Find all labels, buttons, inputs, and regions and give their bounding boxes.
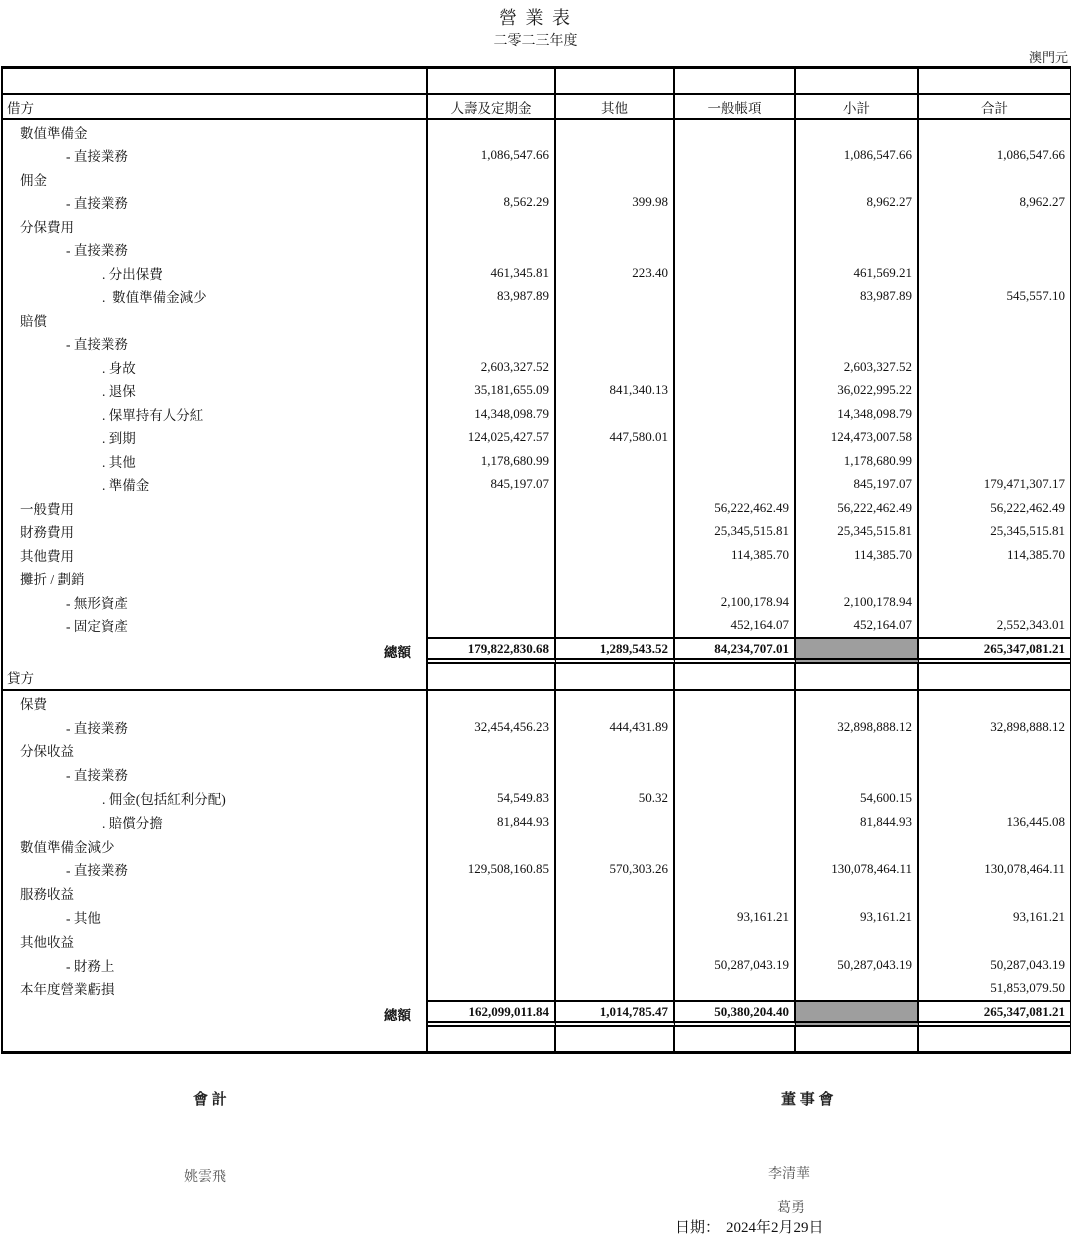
- value-cell: [556, 144, 675, 168]
- value-cell: [556, 69, 675, 93]
- value-cell: 32,898,888.12: [990, 718, 1065, 734]
- value-cell: [796, 739, 919, 763]
- value-cell: [675, 929, 796, 953]
- value-cell: 50,287,043.19: [990, 956, 1065, 972]
- total-value-cell: 162,099,011.84: [428, 1000, 556, 1027]
- total-row: [3, 637, 1070, 664]
- table-row: [3, 285, 1070, 309]
- value-cell: [919, 691, 1070, 715]
- value-cell: [675, 285, 796, 309]
- top-empty-row: [3, 69, 1070, 95]
- value-cell: [675, 739, 796, 763]
- table-row: [3, 834, 1070, 858]
- table-row: [3, 810, 1070, 834]
- value-cell: [675, 691, 796, 715]
- value-cell: [556, 590, 675, 614]
- value-cell: [796, 308, 919, 332]
- value-cell: [556, 810, 675, 834]
- value-cell: [919, 664, 1070, 689]
- table-row: [3, 715, 1070, 739]
- value-cell: [919, 69, 1070, 93]
- value-cell: [675, 332, 796, 356]
- table-row: [3, 567, 1070, 591]
- value-cell: [675, 355, 796, 379]
- value-cell: [675, 144, 796, 168]
- value-cell: [675, 261, 796, 285]
- row-label: 其他收益: [3, 929, 428, 953]
- report-date: [675, 1216, 824, 1237]
- row-label: - 財務上: [3, 953, 428, 977]
- value-cell: 93,161.21: [1013, 909, 1065, 925]
- value-cell: 2,100,178.94: [796, 590, 919, 614]
- value-cell: 32,898,888.12: [796, 715, 919, 739]
- row-label: 財務費用: [3, 520, 428, 544]
- value-cell: 452,164.07: [796, 614, 919, 638]
- value-cell: 83,987.89: [796, 285, 919, 309]
- value-cell: [919, 590, 1070, 614]
- value-cell: [675, 1027, 796, 1051]
- value-cell: 399.98: [556, 191, 675, 215]
- table-row: [3, 520, 1070, 544]
- value-cell: [556, 834, 675, 858]
- date-label: 日期：: [675, 1220, 721, 1236]
- row-label: 一般費用: [3, 496, 428, 520]
- value-cell: 570,303.26: [556, 858, 675, 882]
- table-row: [3, 191, 1070, 215]
- value-cell: [675, 762, 796, 786]
- row-label: . 保單持有人分紅: [3, 402, 428, 426]
- value-cell: 447,580.01: [556, 426, 675, 450]
- value-cell: [556, 120, 675, 144]
- accountant-section-title: 會 計: [193, 1092, 227, 1108]
- value-cell: [675, 473, 796, 497]
- value-cell: 1,086,547.66: [996, 147, 1065, 163]
- value-cell: 14,348,098.79: [428, 402, 556, 426]
- value-cell: 223.40: [556, 261, 675, 285]
- value-cell: [796, 214, 919, 238]
- value-cell: [919, 261, 1070, 285]
- row-label: - 直接業務: [3, 858, 428, 882]
- table-row: [3, 762, 1070, 786]
- value-cell: [556, 214, 675, 238]
- value-cell: [919, 402, 1070, 426]
- table-row: [3, 308, 1070, 332]
- row-label: - 直接業務: [3, 715, 428, 739]
- credit-section-header: 貸方: [3, 664, 428, 689]
- table-row: [3, 167, 1070, 191]
- table-row: [3, 858, 1070, 882]
- table-row: [3, 214, 1070, 238]
- row-label: 分保收益: [3, 739, 428, 763]
- value-cell: [919, 308, 1070, 332]
- value-cell: [556, 664, 675, 689]
- value-cell: 130,078,464.11: [796, 858, 919, 882]
- value-cell: [428, 520, 556, 544]
- value-cell: [428, 664, 556, 689]
- table-row: [3, 402, 1070, 426]
- value-cell: [796, 929, 919, 953]
- value-cell: 136,445.08: [1006, 813, 1065, 829]
- value-cell: 2,603,327.52: [796, 355, 919, 379]
- value-cell: 25,345,515.81: [675, 520, 796, 544]
- value-cell: 51,853,079.50: [990, 980, 1065, 996]
- fiscal-year: 二零二三年度: [493, 34, 578, 49]
- row-label: . 其他: [3, 449, 428, 473]
- value-cell: [428, 120, 556, 144]
- value-cell: 36,022,995.22: [796, 379, 919, 403]
- value-cell: [675, 69, 796, 93]
- column-header: 小計: [796, 95, 919, 118]
- value-cell: 2,100,178.94: [675, 590, 796, 614]
- value-cell: [675, 214, 796, 238]
- value-cell: 25,345,515.81: [990, 523, 1065, 539]
- value-cell: [675, 881, 796, 905]
- value-cell: [556, 953, 675, 977]
- value-cell: [919, 834, 1070, 858]
- table-row: [3, 426, 1070, 450]
- value-cell: 50,287,043.19: [675, 953, 796, 977]
- value-cell: [796, 332, 919, 356]
- value-cell: [919, 379, 1070, 403]
- board-section-title: 董 事 會: [781, 1092, 834, 1108]
- row-label: 賠償: [3, 308, 428, 332]
- table-row: [3, 261, 1070, 285]
- credit-header-row: [3, 664, 1070, 691]
- row-label: . 退保: [3, 379, 428, 403]
- value-cell: [428, 214, 556, 238]
- value-cell: [675, 402, 796, 426]
- value-cell: [919, 786, 1070, 810]
- value-cell: 32,454,456.23: [428, 715, 556, 739]
- value-cell: [675, 977, 796, 1001]
- table-row: [3, 238, 1070, 262]
- table-row: [3, 332, 1070, 356]
- table-row: [3, 691, 1070, 715]
- row-label: - 無形資產: [3, 590, 428, 614]
- column-header: 人壽及定期金: [428, 95, 556, 118]
- row-label: . 賠償分擔: [3, 810, 428, 834]
- value-cell: [675, 786, 796, 810]
- value-cell: 461,345.81: [428, 261, 556, 285]
- value-cell: 114,385.70: [1006, 546, 1065, 562]
- table-row: [3, 786, 1070, 810]
- value-cell: [919, 1027, 1070, 1051]
- value-cell: [556, 520, 675, 544]
- row-label: 本年度營業虧損: [3, 977, 428, 1001]
- value-cell: [428, 881, 556, 905]
- value-cell: [556, 567, 675, 591]
- total-label: 總額: [3, 1000, 428, 1027]
- value-cell: [556, 167, 675, 191]
- value-cell: 114,385.70: [675, 543, 796, 567]
- total-value-cell: 179,822,830.68: [428, 637, 556, 664]
- value-cell: [556, 905, 675, 929]
- value-cell: 179,471,307.17: [983, 476, 1065, 492]
- value-cell: 452,164.07: [675, 614, 796, 638]
- value-cell: 845,197.07: [428, 473, 556, 497]
- value-cell: 2,552,343.01: [996, 617, 1065, 633]
- value-cell: [919, 929, 1070, 953]
- value-cell: [675, 167, 796, 191]
- value-cell: [919, 238, 1070, 262]
- value-cell: 93,161.21: [675, 905, 796, 929]
- value-cell: [675, 567, 796, 591]
- table-row: [3, 905, 1070, 929]
- table-row: [3, 379, 1070, 403]
- row-label: - 直接業務: [3, 238, 428, 262]
- row-label: . 準備金: [3, 473, 428, 497]
- value-cell: [556, 238, 675, 262]
- row-label: . 佣金(包括紅利分配): [3, 786, 428, 810]
- value-cell: 461,569.21: [796, 261, 919, 285]
- value-cell: 114,385.70: [796, 543, 919, 567]
- value-cell: 130,078,464.11: [984, 861, 1065, 877]
- table-row: [3, 120, 1070, 144]
- value-cell: [675, 715, 796, 739]
- value-cell: 56,222,462.49: [990, 499, 1065, 515]
- value-cell: 1,086,547.66: [428, 144, 556, 168]
- value-cell: 93,161.21: [796, 905, 919, 929]
- value-cell: [428, 953, 556, 977]
- value-cell: [428, 691, 556, 715]
- value-cell: [796, 664, 919, 689]
- value-cell: 8,962.27: [1019, 194, 1065, 210]
- value-cell: [796, 881, 919, 905]
- value-cell: [428, 543, 556, 567]
- value-cell: [556, 496, 675, 520]
- table-row: [3, 496, 1070, 520]
- value-cell: 54,600.15: [796, 786, 919, 810]
- board-member-name-2: 葛勇: [777, 1201, 805, 1216]
- table-row: [3, 614, 1070, 638]
- value-cell: [556, 449, 675, 473]
- column-header: 其他: [556, 95, 675, 118]
- value-cell: 8,962.27: [796, 191, 919, 215]
- value-cell: [796, 1027, 919, 1051]
- value-cell: [556, 929, 675, 953]
- value-cell: [675, 238, 796, 262]
- page-title: 營 業 表: [499, 8, 572, 28]
- value-cell: 56,222,462.49: [675, 496, 796, 520]
- value-cell: [556, 977, 675, 1001]
- table-row: [3, 881, 1070, 905]
- value-cell: [919, 332, 1070, 356]
- currency-label: 澳門元: [1028, 50, 1068, 65]
- total-value-cell: 50,380,204.40: [675, 1000, 796, 1027]
- value-cell: [428, 905, 556, 929]
- value-cell: [556, 762, 675, 786]
- value-cell: [796, 238, 919, 262]
- value-cell: 50.32: [556, 786, 675, 810]
- value-cell: [428, 567, 556, 591]
- row-label: - 直接業務: [3, 191, 428, 215]
- row-label: 數值準備金減少: [3, 834, 428, 858]
- value-cell: [556, 614, 675, 638]
- value-cell: [428, 590, 556, 614]
- value-cell: [675, 834, 796, 858]
- column-header: 合計: [981, 100, 1008, 116]
- value-cell: [675, 426, 796, 450]
- value-cell: 81,844.93: [796, 810, 919, 834]
- value-cell: 2,603,327.52: [428, 355, 556, 379]
- row-label: 保費: [3, 691, 428, 715]
- value-cell: [428, 332, 556, 356]
- value-cell: [556, 543, 675, 567]
- value-cell: [675, 664, 796, 689]
- value-cell: [919, 881, 1070, 905]
- table-row: [3, 449, 1070, 473]
- total-label: 總額: [3, 637, 428, 664]
- value-cell: [556, 308, 675, 332]
- row-label: 佣金: [3, 167, 428, 191]
- value-cell: 56,222,462.49: [796, 496, 919, 520]
- total-row: [3, 1000, 1070, 1027]
- value-cell: [919, 449, 1070, 473]
- value-cell: 35,181,655.09: [428, 379, 556, 403]
- value-cell: 124,025,427.57: [428, 426, 556, 450]
- table-row: [3, 953, 1070, 977]
- total-value-cell: 1,289,543.52: [556, 637, 675, 664]
- value-cell: [556, 402, 675, 426]
- row-label: [3, 69, 428, 93]
- row-label: [3, 1027, 428, 1051]
- value-cell: 124,473,007.58: [796, 426, 919, 450]
- row-label: . 分出保費: [3, 261, 428, 285]
- value-cell: [428, 929, 556, 953]
- value-cell: [675, 858, 796, 882]
- value-cell: [428, 167, 556, 191]
- value-cell: [796, 691, 919, 715]
- value-cell: [675, 449, 796, 473]
- value-cell: [675, 120, 796, 144]
- row-label: 其他費用: [3, 543, 428, 567]
- row-label: . 到期: [3, 426, 428, 450]
- value-cell: 845,197.07: [796, 473, 919, 497]
- row-label: 攤折 / 劃銷: [3, 567, 428, 591]
- value-cell: [428, 69, 556, 93]
- table-row: [3, 977, 1070, 1001]
- value-cell: [675, 810, 796, 834]
- value-cell: [919, 167, 1070, 191]
- table-row: [3, 739, 1070, 763]
- value-cell: [428, 762, 556, 786]
- value-cell: 14,348,098.79: [796, 402, 919, 426]
- value-cell: 841,340.13: [556, 379, 675, 403]
- value-cell: [675, 308, 796, 332]
- value-cell: [556, 1027, 675, 1051]
- value-cell: [796, 120, 919, 144]
- value-cell: 50,287,043.19: [796, 953, 919, 977]
- debit-section-header: 借方: [3, 95, 428, 118]
- column-header: 一般帳項: [675, 95, 796, 118]
- value-cell: [919, 739, 1070, 763]
- value-cell: [796, 977, 919, 1001]
- value-cell: [919, 120, 1070, 144]
- value-cell: [556, 881, 675, 905]
- row-label: - 固定資產: [3, 614, 428, 638]
- value-cell: 129,508,160.85: [428, 858, 556, 882]
- value-cell: [919, 214, 1070, 238]
- row-label: - 直接業務: [3, 144, 428, 168]
- value-cell: [919, 355, 1070, 379]
- table-row: [3, 590, 1070, 614]
- value-cell: [919, 426, 1070, 450]
- value-cell: [428, 496, 556, 520]
- value-cell: [556, 739, 675, 763]
- value-cell: [428, 614, 556, 638]
- total-value-cell: 265,347,081.21: [919, 1000, 1070, 1027]
- value-cell: [428, 308, 556, 332]
- value-cell: 1,086,547.66: [796, 144, 919, 168]
- table-row: [3, 473, 1070, 497]
- value-cell: [796, 834, 919, 858]
- row-label: - 直接業務: [3, 762, 428, 786]
- value-cell: [428, 1027, 556, 1051]
- table-row: [3, 543, 1070, 567]
- value-cell: [556, 285, 675, 309]
- value-cell: 1,178,680.99: [796, 449, 919, 473]
- row-label: 服務收益: [3, 881, 428, 905]
- value-cell: [556, 332, 675, 356]
- value-cell: [796, 69, 919, 93]
- value-cell: [556, 473, 675, 497]
- value-cell: [796, 762, 919, 786]
- table-row: [3, 144, 1070, 168]
- value-cell: 54,549.83: [428, 786, 556, 810]
- row-label: - 直接業務: [3, 332, 428, 356]
- value-cell: 83,987.89: [428, 285, 556, 309]
- operating-statement-table: [1, 66, 1071, 1054]
- column-header-row: [3, 95, 1070, 120]
- value-cell: [556, 691, 675, 715]
- shaded-cell: [796, 1000, 919, 1027]
- board-member-name-1: 李清華: [768, 1167, 810, 1182]
- accountant-name: 姚雲飛: [184, 1170, 226, 1185]
- value-cell: [428, 977, 556, 1001]
- total-value-cell: 265,347,081.21: [919, 637, 1070, 664]
- value-cell: [428, 238, 556, 262]
- value-cell: [919, 567, 1070, 591]
- row-label: 分保費用: [3, 214, 428, 238]
- value-cell: [428, 834, 556, 858]
- value-cell: 81,844.93: [428, 810, 556, 834]
- value-cell: [796, 567, 919, 591]
- value-cell: [428, 739, 556, 763]
- value-cell: 8,562.29: [428, 191, 556, 215]
- bottom-empty-row: [3, 1027, 1070, 1051]
- value-cell: 1,178,680.99: [428, 449, 556, 473]
- value-cell: [919, 762, 1070, 786]
- row-label: - 其他: [3, 905, 428, 929]
- value-cell: 444,431.89: [556, 715, 675, 739]
- total-value-cell: 1,014,785.47: [556, 1000, 675, 1027]
- date-value: 2024年2月29日: [726, 1220, 824, 1236]
- row-label: . 身故: [3, 355, 428, 379]
- value-cell: [556, 355, 675, 379]
- value-cell: [675, 379, 796, 403]
- row-label: . 數值準備金減少: [3, 285, 428, 309]
- shaded-cell: [796, 637, 919, 664]
- value-cell: [675, 191, 796, 215]
- table-row: [3, 355, 1070, 379]
- value-cell: 25,345,515.81: [796, 520, 919, 544]
- row-label: 數值準備金: [3, 120, 428, 144]
- total-value-cell: 84,234,707.01: [675, 637, 796, 664]
- value-cell: 545,557.10: [1006, 288, 1065, 304]
- value-cell: [796, 167, 919, 191]
- table-row: [3, 929, 1070, 953]
